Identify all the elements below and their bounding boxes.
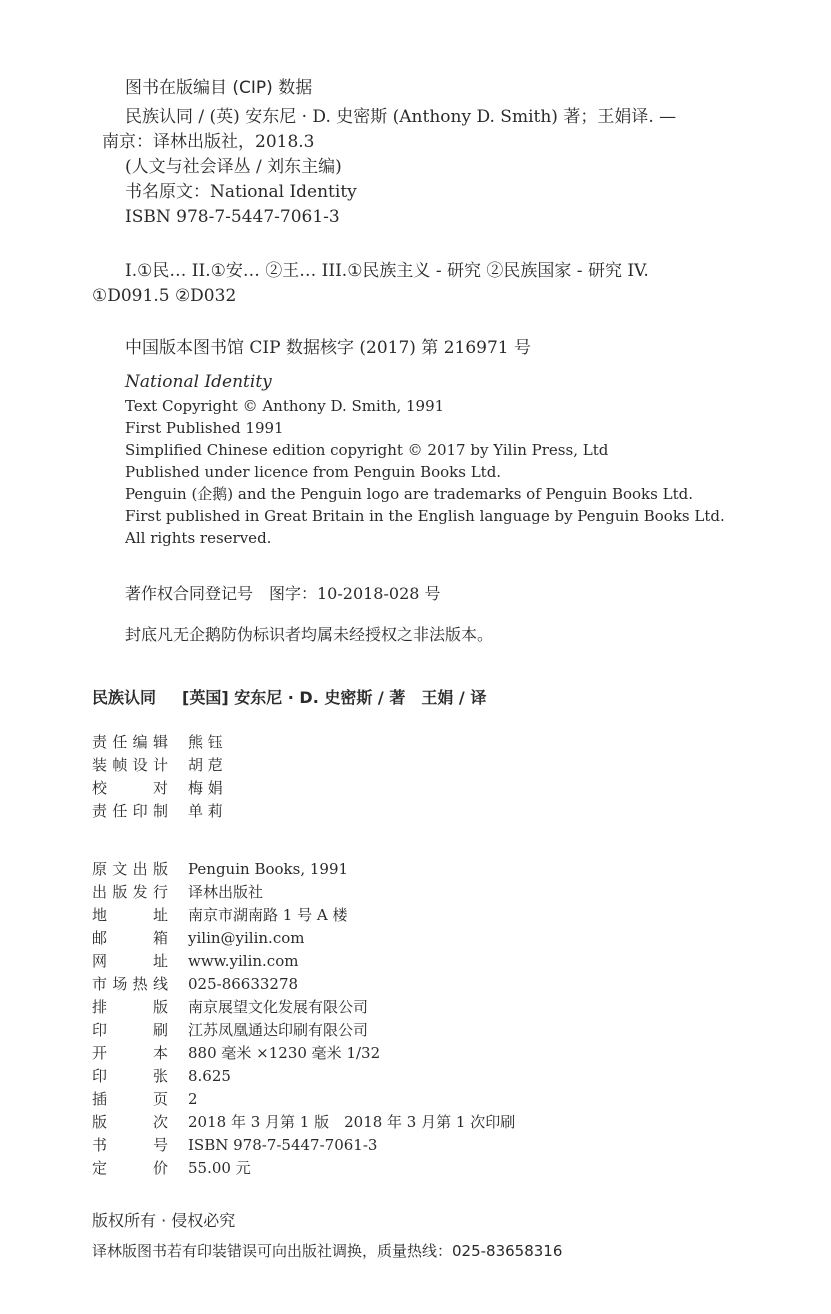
pub-label: 邮箱 bbox=[92, 929, 168, 947]
staff-row-designer bbox=[92, 758, 223, 773]
copyright-line: All rights reserved. bbox=[125, 529, 272, 547]
pub-label: 版次 bbox=[92, 1113, 168, 1131]
pub-row bbox=[92, 1115, 515, 1130]
copyright-line: First Published 1991 bbox=[125, 419, 284, 437]
cip-classification-line2: ①D091.5 ②D032 bbox=[92, 286, 237, 306]
contract-registration: 著作权合同登记号 图字：10-2018-028 号 bbox=[125, 584, 441, 603]
pub-label: 印张 bbox=[92, 1067, 168, 1085]
pub-row bbox=[92, 977, 298, 992]
pub-label: 排版 bbox=[92, 998, 168, 1016]
pub-row bbox=[92, 1161, 251, 1176]
copyright-line: Published under licence from Penguin Books Ltd. bbox=[125, 463, 502, 481]
pub-label: 书号 bbox=[92, 1136, 168, 1154]
copyright-line: Text Copyright © Anthony D. Smith, 1991 bbox=[125, 397, 445, 415]
book-title-bold bbox=[92, 690, 486, 706]
staff-row-printing bbox=[92, 804, 223, 819]
pub-row bbox=[92, 1069, 231, 1084]
pub-value: 880 毫米 ×1230 毫米 1/32 bbox=[188, 1044, 381, 1062]
pub-value: 江苏凤凰通达印刷有限公司 bbox=[188, 1021, 369, 1039]
rights-reserved: 版权所有 · 侵权必究 bbox=[92, 1211, 236, 1230]
cip-classification-line1: I.①民… II.①安… ②王… III.①民族主义 - 研究 ②民族国家 - 研究 IV. bbox=[125, 261, 649, 281]
pub-value: 南京展望文化发展有限公司 bbox=[188, 998, 369, 1016]
credit-author-translator: [英国] 安东尼 · D. 史密斯 / 著 王娟 / 译 bbox=[182, 688, 487, 707]
cip-heading: 图书在版编目 (CIP) 数据 bbox=[125, 78, 313, 98]
pub-label: 定价 bbox=[92, 1159, 168, 1177]
pub-label: 出版发行 bbox=[92, 883, 168, 901]
pub-label: 开本 bbox=[92, 1044, 168, 1062]
anti-counterfeit-notice: 封底凡无企鹅防伪标识者均属未经授权之非法版本。 bbox=[125, 625, 494, 644]
pub-label: 印刷 bbox=[92, 1021, 168, 1039]
original-title-italic: National Identity bbox=[125, 372, 272, 392]
copyright-line: Penguin (企鹅) and the Penguin logo are trademarks of Penguin Books Ltd. bbox=[125, 485, 693, 503]
pub-label: 插页 bbox=[92, 1090, 168, 1108]
cip-line-series: (人文与社会译丛 / 刘东主编) bbox=[125, 157, 342, 177]
pub-value: Penguin Books, 1991 bbox=[188, 860, 349, 878]
cip-line-publisher: 南京：译林出版社，2018.3 bbox=[102, 132, 315, 152]
credit-title: 民族认同 bbox=[92, 688, 157, 707]
quality-hotline-notice: 译林版图书若有印装错误可向出版社调换，质量热线：025-83658316 bbox=[92, 1242, 563, 1260]
pub-row bbox=[92, 862, 348, 877]
staff-label: 责任印制 bbox=[92, 802, 168, 820]
pub-label: 地址 bbox=[92, 906, 168, 924]
cip-line-original-title: 书名原文：National Identity bbox=[125, 182, 357, 202]
pub-row bbox=[92, 1046, 380, 1061]
staff-value: 熊 钰 bbox=[188, 733, 223, 751]
cip-verification-number: 中国版本图书馆 CIP 数据核字 (2017) 第 216971 号 bbox=[125, 338, 532, 358]
pub-row bbox=[92, 1092, 198, 1107]
pub-row bbox=[92, 908, 347, 923]
staff-label: 校对 bbox=[92, 779, 168, 797]
staff-label: 责任编辑 bbox=[92, 733, 168, 751]
pub-row bbox=[92, 1000, 368, 1015]
pub-value: 55.00 元 bbox=[188, 1159, 251, 1177]
pub-label: 市场热线 bbox=[92, 975, 168, 993]
pub-row bbox=[92, 1138, 377, 1153]
pub-value: 译林出版社 bbox=[188, 883, 264, 901]
staff-value: 胡 苨 bbox=[188, 756, 223, 774]
cip-line-title: 民族认同 / (英) 安东尼 · D. 史密斯 (Anthony D. Smith) 著；王娟译. — bbox=[125, 107, 677, 127]
staff-row-editor bbox=[92, 735, 223, 750]
pub-value: 南京市湖南路 1 号 A 楼 bbox=[188, 906, 348, 924]
staff-label: 装帧设计 bbox=[92, 756, 168, 774]
pub-label: 网址 bbox=[92, 952, 168, 970]
staff-row-proofreader bbox=[92, 781, 223, 796]
copyright-line: Simplified Chinese edition copyright © 2017 by Yilin Press, Ltd bbox=[125, 441, 609, 459]
copyright-line: First published in Great Britain in the English language by Penguin Books Ltd. bbox=[125, 507, 725, 525]
pub-value: 8.625 bbox=[188, 1067, 231, 1085]
pub-label: 原文出版 bbox=[92, 860, 168, 878]
pub-value: 2 bbox=[188, 1090, 198, 1108]
pub-row bbox=[92, 954, 298, 969]
pub-value: ISBN 978-7-5447-7061-3 bbox=[188, 1136, 378, 1154]
pub-row bbox=[92, 885, 263, 900]
pub-value: yilin@yilin.com bbox=[188, 929, 305, 947]
pub-row bbox=[92, 931, 304, 946]
pub-value: www.yilin.com bbox=[188, 952, 299, 970]
staff-value: 梅 娟 bbox=[188, 779, 223, 797]
cip-line-isbn: ISBN 978-7-5447-7061-3 bbox=[125, 207, 340, 227]
pub-row bbox=[92, 1023, 368, 1038]
pub-value: 2018 年 3 月第 1 版 2018 年 3 月第 1 次印刷 bbox=[188, 1113, 516, 1131]
pub-value: 025-86633278 bbox=[188, 975, 299, 993]
staff-value: 单 莉 bbox=[188, 802, 223, 820]
